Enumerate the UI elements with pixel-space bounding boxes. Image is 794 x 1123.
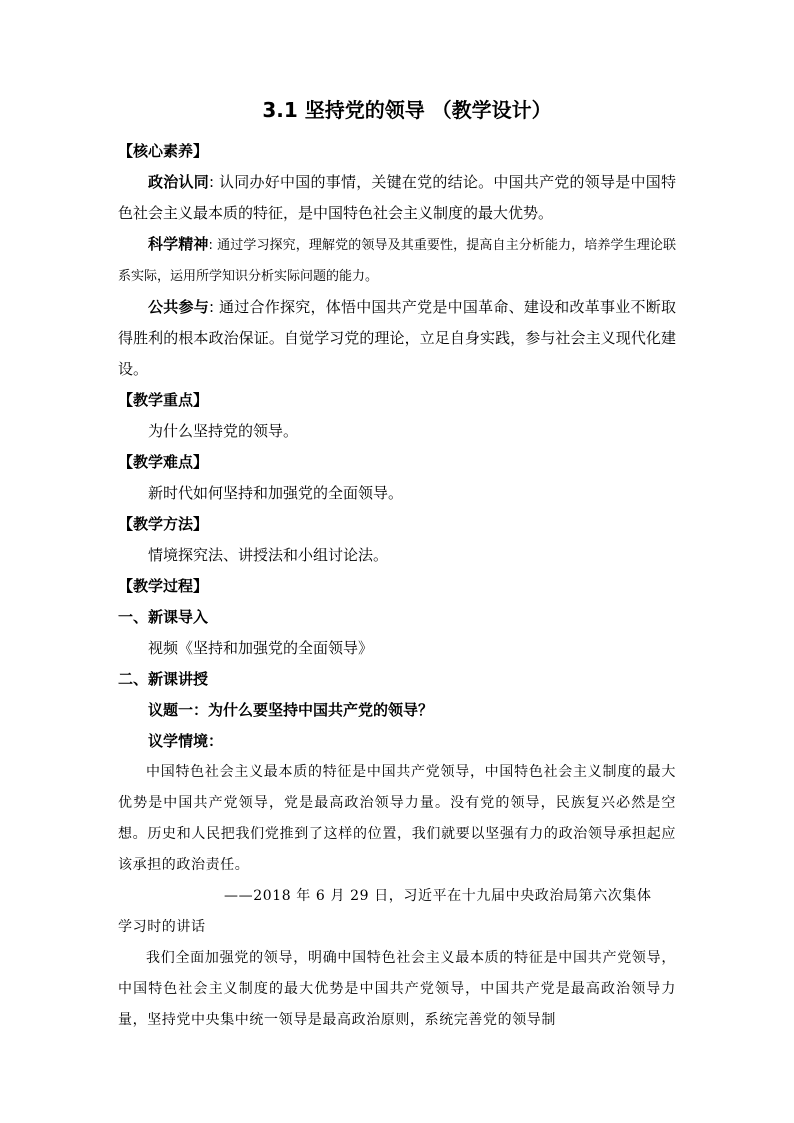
public-text: : 通过合作探究，体悟中国共产党是中国革命、建设和改革事业不断取得胜利的根本政治保证。自觉学习党的理论，立足自身实践，参与社会主义现代化建设。 [118,298,676,378]
document-title: 3.1 坚持党的领导 （教学设计） [262,98,552,122]
section-process: 【教学过程】 [118,577,209,595]
document-content [118,96,676,1036]
science-label: 科学精神 [148,235,209,253]
science-text: : 通过学习探究，理解党的领导及其重要性，提高自主分析能力，培养学生理论联系实际，运用所学知识分析实际问题的能力。 [118,238,676,284]
method-text: 情境探究法、讲授法和小组讨论法。 [148,546,389,564]
section-key-points: 【教学重点】 [118,391,209,409]
literacy-science [118,229,676,292]
political-text: : 认同办好中国的事情，关键在党的结论。中国共产党的领导是中国特色社会主义最本质的特征，是中国特色社会主义制度的最大优势。 [118,173,676,222]
difficulty-text: 新时代如何坚持和加强党的全面领导。 [148,484,404,502]
section-core-literacy: 【核心素养】 [118,142,209,160]
quote1-source-line1: ——2018 年 6 月 29 日，习近平在十九届中央政治局第六次集体 [224,888,652,904]
literacy-public [118,292,676,385]
quote1-paragraph: 中国特色社会主义最本质的特征是中国共产党领导，中国特色社会主义制度的最大优势是中国共产党领导，党是最高政治领导力量。没有党的领导，民族复兴必然是空想。历史和人民把我们党推到了这样的位置，我们就要以坚强有力的政治领导承担起应该承担的政治责任。 [118,764,676,873]
political-label: 政治认同 [148,173,209,191]
quote1-source-line2: 学习时的讲话 [118,919,206,935]
literacy-political [118,167,676,229]
context-label: 议学情境： [148,732,224,750]
section-difficulties: 【教学难点】 [118,453,209,471]
step1-text: 视频《坚持和加强党的全面领导》 [148,639,374,657]
section-methods: 【教学方法】 [118,515,209,533]
step2-title: 二、新课讲授 [118,670,209,688]
quote2-paragraph: 我们全面加强党的领导，明确中国特色社会主义最本质的特征是中国共产党领导，中国特色社会主义制度的最大优势是中国共产党领导，中国共产党是最高政治领导力量，坚持党中央集中统一领导是最高政治原则，系统完善党的领导制 [118,950,676,1028]
step1-title: 一、新课导入 [118,608,209,626]
topic1-heading: 议题一：为什么要坚持中国共产党的领导？ [148,701,434,719]
public-label: 公共参与 [148,298,209,316]
key-point-text: 为什么坚持党的领导。 [148,422,299,440]
